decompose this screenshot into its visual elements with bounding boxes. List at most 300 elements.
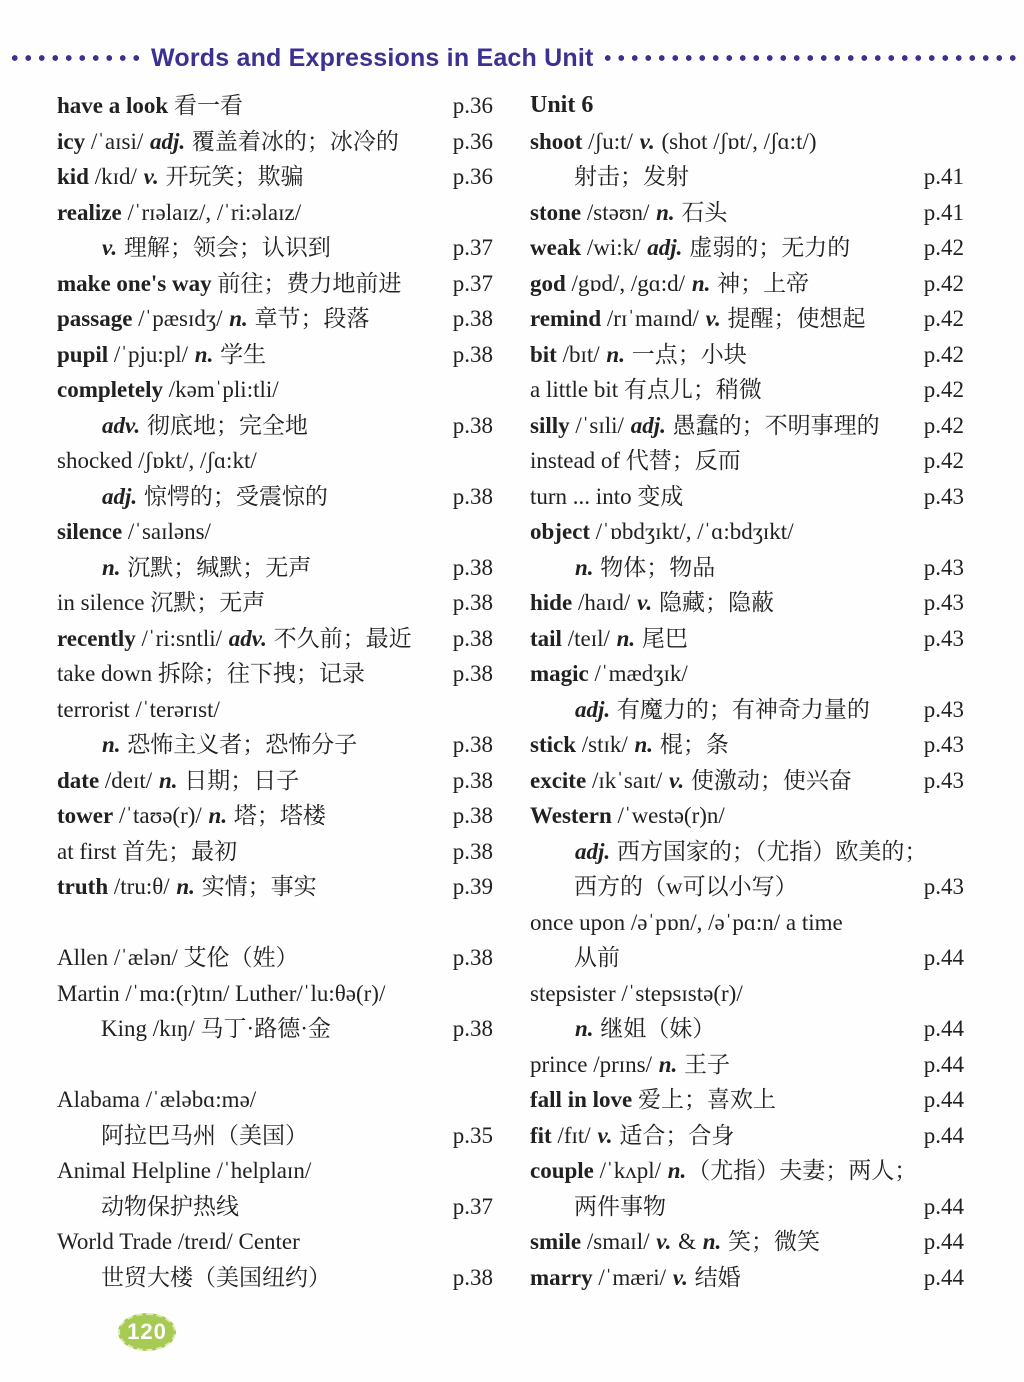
headword: kid bbox=[57, 164, 89, 189]
entry-segment: 虚弱的；无力的 bbox=[683, 235, 851, 260]
entry-text bbox=[57, 621, 412, 657]
pos-label: adv. bbox=[228, 625, 267, 651]
page-ref: p.42 bbox=[923, 377, 964, 402]
page-ref: p.44 bbox=[923, 945, 964, 970]
entry-text bbox=[57, 869, 317, 905]
entry-text bbox=[57, 301, 370, 337]
entry-segment: 西方国家的；（尤指）欧美的； bbox=[611, 838, 928, 864]
glossary-entry bbox=[530, 301, 964, 337]
entry-segment: 王子 bbox=[678, 1051, 731, 1077]
pos-label: n. bbox=[656, 199, 675, 225]
entry-segment: (shot /ʃɒt/, /ʃɑ:t/) bbox=[655, 128, 817, 154]
glossary-entry bbox=[57, 1189, 493, 1225]
entry-segment: 恐怖主义者；恐怖分子 bbox=[121, 732, 358, 757]
entry-text bbox=[530, 834, 927, 870]
entry-text bbox=[57, 195, 301, 231]
entry-text bbox=[57, 88, 243, 124]
page-ref: p.43 bbox=[923, 732, 964, 757]
glossary-entry bbox=[57, 550, 493, 586]
entry-text bbox=[530, 301, 865, 337]
entry-text bbox=[57, 798, 326, 834]
pos-label: n. bbox=[229, 306, 248, 331]
entry-segment: /ˈri:sntli/ bbox=[135, 625, 228, 651]
entry-text bbox=[530, 976, 743, 1012]
glossary-entry bbox=[530, 905, 964, 941]
glossary-entry bbox=[530, 976, 964, 1012]
glossary-entry bbox=[530, 869, 964, 905]
glossary-entry bbox=[530, 1153, 964, 1189]
glossary-entry bbox=[57, 301, 493, 337]
glossary-entry bbox=[530, 372, 964, 408]
entry-segment: at first 首先；最初 bbox=[57, 838, 238, 864]
pos-label: n. bbox=[616, 625, 636, 651]
entry-segment: 有魔力的；有神奇力量的 bbox=[611, 696, 870, 722]
headword: have a look bbox=[57, 93, 169, 118]
entry-text bbox=[57, 408, 308, 444]
entry-segment: 尾巴 bbox=[636, 625, 688, 651]
entry-text bbox=[57, 1224, 300, 1260]
entry-segment: Martin /ˈmɑ:(r)tɪn/ Luther/ˈlu:θə(r)/ bbox=[57, 980, 386, 1006]
glossary-entry bbox=[530, 940, 964, 976]
page-ref: p.44 bbox=[923, 1264, 964, 1290]
page-ref: p.37 bbox=[452, 270, 493, 296]
entry-segment: 动物保护热线 bbox=[101, 1193, 239, 1219]
glossary-entry bbox=[530, 1047, 964, 1083]
page-ref: p.44 bbox=[923, 1193, 964, 1219]
headword: pupil bbox=[57, 341, 109, 367]
entry-segment: 学生 bbox=[214, 341, 267, 367]
pos-label: v. bbox=[668, 767, 685, 793]
glossary-entry bbox=[57, 869, 493, 905]
glossary-entry bbox=[530, 1224, 964, 1260]
entry-segment: /ˈaɪsi/ bbox=[85, 128, 149, 154]
entry-text bbox=[57, 443, 257, 479]
page-ref: p.43 bbox=[923, 874, 964, 899]
entry-text bbox=[530, 763, 852, 799]
entry-segment: prince /prɪns/ bbox=[530, 1051, 658, 1077]
entry-text bbox=[530, 124, 817, 160]
glossary-entry bbox=[530, 408, 964, 444]
glossary-entry bbox=[57, 621, 493, 657]
entry-text bbox=[530, 585, 774, 621]
page-ref: p.35 bbox=[452, 1122, 493, 1148]
page-ref: p.38 bbox=[452, 625, 493, 651]
entry-segment: 神；上帝 bbox=[711, 270, 810, 296]
headword: icy bbox=[57, 128, 86, 154]
pos-label: n. bbox=[658, 1051, 678, 1077]
entry-segment: /fɪt/ bbox=[551, 1122, 597, 1148]
entry-text bbox=[57, 1011, 331, 1047]
page-ref: p.43 bbox=[923, 554, 964, 580]
entry-segment: 棍；条 bbox=[654, 732, 729, 757]
entry-segment: World Trade /treɪd/ Center bbox=[57, 1229, 300, 1254]
entry-segment: /deɪt/ bbox=[99, 767, 158, 793]
pos-label: v. bbox=[656, 1229, 672, 1254]
pos-label: v. bbox=[705, 306, 721, 331]
entry-segment: /rɪˈmaɪnd/ bbox=[601, 306, 705, 331]
page-ref: p.43 bbox=[923, 625, 964, 651]
pos-label: adj. bbox=[150, 128, 186, 154]
entry-segment: /ˈsaɪləns/ bbox=[122, 519, 211, 544]
glossary-entry bbox=[57, 514, 493, 550]
entry-segment: /ˈsɪli/ bbox=[569, 412, 630, 438]
entry-segment: /ˈtaʊə(r)/ bbox=[113, 803, 208, 828]
entry-text bbox=[530, 692, 870, 728]
pos-label: v. bbox=[639, 128, 655, 154]
left-column bbox=[57, 88, 493, 1295]
page-ref: p.38 bbox=[452, 412, 493, 438]
entry-text bbox=[530, 798, 725, 834]
glossary-entry bbox=[530, 1260, 964, 1296]
page-ref: p.37 bbox=[452, 1193, 493, 1219]
pos-label: n. bbox=[575, 554, 594, 580]
glossary-entry bbox=[57, 1153, 493, 1189]
entry-segment: 笑；微笑 bbox=[722, 1229, 821, 1254]
dotted-rule-left bbox=[8, 54, 144, 62]
entry-text bbox=[57, 763, 299, 799]
entry-text bbox=[530, 1153, 917, 1189]
entry-text bbox=[57, 124, 399, 160]
entry-segment: （尤指）夫妻；两人； bbox=[687, 1158, 918, 1183]
entry-segment: 西方的（w可以小写） bbox=[574, 874, 798, 899]
entry-text bbox=[530, 337, 747, 373]
page-title: Words and Expressions in Each Unit bbox=[151, 43, 594, 72]
headword: weak bbox=[530, 235, 582, 260]
pos-label: n. bbox=[158, 767, 178, 793]
entry-segment: 塔；塔楼 bbox=[228, 803, 326, 828]
headword: excite bbox=[530, 767, 587, 793]
entry-segment: 理解；领会；认识到 bbox=[118, 235, 331, 260]
headword: god bbox=[530, 270, 566, 296]
glossary-entry bbox=[530, 692, 964, 728]
entry-text bbox=[530, 940, 620, 976]
entry-segment: /ˈmæri/ bbox=[592, 1264, 672, 1290]
page-ref: p.38 bbox=[452, 341, 493, 367]
entry-segment: /haɪd/ bbox=[572, 590, 637, 615]
entry-segment: /ˈrɪəlaɪz/, /ˈri:əlaɪz/ bbox=[121, 199, 302, 225]
glossary-entry bbox=[57, 976, 493, 1012]
headword: shoot bbox=[530, 128, 583, 154]
entry-text bbox=[530, 1189, 666, 1225]
pos-label: adj. bbox=[647, 235, 683, 260]
glossary-entry bbox=[57, 124, 493, 160]
entry-text bbox=[530, 1260, 741, 1296]
entry-text bbox=[530, 514, 794, 550]
entry-segment: 世贸大楼（美国纽约） bbox=[101, 1264, 331, 1290]
entry-text bbox=[530, 266, 809, 302]
entry-text bbox=[530, 1224, 820, 1260]
entry-text bbox=[530, 550, 715, 586]
headword: tower bbox=[57, 803, 114, 828]
entry-text bbox=[530, 1118, 734, 1154]
entry-text bbox=[530, 727, 729, 763]
glossary-entry bbox=[57, 1260, 493, 1296]
entry-segment: /stəʊn/ bbox=[581, 199, 656, 225]
pos-label: v. bbox=[102, 235, 118, 260]
glossary-entry bbox=[530, 656, 964, 692]
glossary-entry bbox=[57, 1082, 493, 1118]
unit-header: Unit 6 bbox=[530, 92, 594, 118]
glossary-entry bbox=[530, 1189, 964, 1225]
entry-segment: 射击；发射 bbox=[574, 164, 689, 189]
entry-text bbox=[530, 479, 683, 515]
entry-segment: /teɪl/ bbox=[561, 625, 616, 651]
glossary-entry bbox=[530, 1011, 964, 1047]
page-ref: p.41 bbox=[923, 199, 964, 225]
glossary-entry bbox=[57, 1011, 493, 1047]
page-ref: p.38 bbox=[452, 1264, 493, 1290]
headword: stone bbox=[530, 199, 582, 225]
entry-segment: & bbox=[672, 1229, 702, 1254]
glossary-entry bbox=[530, 124, 964, 160]
entry-text bbox=[530, 1082, 776, 1118]
glossary-entry bbox=[57, 692, 493, 728]
page-ref: p.36 bbox=[452, 93, 493, 118]
entry-text bbox=[57, 479, 328, 515]
pos-label: v. bbox=[637, 590, 653, 615]
entry-text bbox=[530, 905, 843, 941]
glossary-entry bbox=[530, 195, 964, 231]
entry-segment: 一点；小块 bbox=[625, 341, 747, 367]
pos-label: n. bbox=[208, 803, 228, 828]
entry-segment: 两件事物 bbox=[574, 1193, 666, 1219]
entry-segment: once upon /əˈpɒn/, /əˈpɑ:n/ a time bbox=[530, 909, 843, 935]
entry-segment: /ˈkʌpl/ bbox=[593, 1158, 667, 1183]
entry-segment: /ˈɒbdʒɪkt/, /ˈɑ:bdʒɪkt/ bbox=[590, 519, 794, 544]
entry-segment: /stɪk/ bbox=[576, 732, 634, 757]
page-ref: p.43 bbox=[923, 696, 964, 722]
page-ref: p.44 bbox=[923, 1122, 964, 1148]
glossary-entry bbox=[530, 337, 964, 373]
headword: object bbox=[530, 519, 591, 544]
entry-segment: 开玩笑；欺骗 bbox=[159, 164, 304, 189]
glossary-entry bbox=[57, 266, 493, 302]
entry-text bbox=[530, 372, 762, 408]
headword: hide bbox=[530, 590, 573, 615]
page-ref: p.37 bbox=[452, 235, 493, 260]
entry-text bbox=[57, 1118, 308, 1154]
pos-label: adj. bbox=[630, 412, 666, 438]
page-ref: p.43 bbox=[923, 767, 964, 793]
entry-text bbox=[530, 408, 880, 444]
entry-text bbox=[57, 834, 237, 870]
pos-label: adj. bbox=[102, 483, 138, 509]
entry-segment: instead of 代替；反而 bbox=[530, 448, 741, 473]
page-ref: p.38 bbox=[452, 306, 493, 331]
entry-text bbox=[57, 159, 304, 195]
glossary-entry bbox=[530, 230, 964, 266]
glossary-entry bbox=[530, 514, 964, 550]
headword: stick bbox=[530, 732, 576, 757]
entry-text bbox=[57, 585, 265, 621]
glossary-entry bbox=[530, 159, 964, 195]
pos-label: adj. bbox=[575, 838, 611, 864]
headword: completely bbox=[57, 377, 164, 402]
entry-segment: /ˈpju:pl/ bbox=[108, 341, 194, 367]
pos-label: v. bbox=[597, 1122, 613, 1148]
entry-text bbox=[57, 337, 266, 373]
page-ref: p.44 bbox=[923, 1229, 964, 1254]
headword: fit bbox=[530, 1122, 552, 1148]
page-ref: p.44 bbox=[923, 1051, 964, 1077]
entry-text bbox=[57, 1153, 311, 1189]
glossary-entry bbox=[530, 585, 964, 621]
headword: magic bbox=[530, 661, 589, 686]
entry-text bbox=[57, 1260, 331, 1296]
entry-segment: 不久前；最近 bbox=[267, 625, 412, 651]
glossary-entry bbox=[57, 585, 493, 621]
entry-segment: 使激动；使兴奋 bbox=[685, 767, 852, 793]
entry-segment: 覆盖着冰的；冰冷的 bbox=[186, 128, 399, 154]
entry-text bbox=[57, 266, 401, 302]
page-ref: p.42 bbox=[923, 341, 964, 367]
page-number-badge: 120 bbox=[118, 1313, 176, 1351]
entry-segment: 物体；物品 bbox=[594, 554, 716, 580]
glossary-entry bbox=[530, 443, 964, 479]
headword: remind bbox=[530, 306, 602, 331]
glossary-columns bbox=[0, 74, 1024, 1295]
pos-label: n. bbox=[102, 554, 121, 580]
pos-label: n. bbox=[575, 1016, 594, 1041]
entry-segment: 隐藏；隐蔽 bbox=[653, 590, 774, 615]
page-ref: p.41 bbox=[923, 164, 964, 189]
glossary-entry bbox=[57, 195, 493, 231]
glossary-entry bbox=[57, 940, 493, 976]
glossary-entry bbox=[57, 834, 493, 870]
pos-label: n. bbox=[606, 341, 625, 367]
page-ref: p.38 bbox=[452, 1016, 493, 1041]
entry-text bbox=[57, 656, 365, 692]
page-ref: p.39 bbox=[452, 874, 493, 899]
glossary-entry bbox=[57, 479, 493, 515]
page-ref: p.42 bbox=[923, 412, 964, 438]
entry-text bbox=[530, 869, 798, 905]
entry-segment: a little bit 有点儿；稍微 bbox=[530, 377, 762, 402]
entry-segment: 适合；合身 bbox=[613, 1122, 735, 1148]
headword: tail bbox=[530, 625, 562, 651]
glossary-entry bbox=[530, 834, 964, 870]
entry-text bbox=[530, 159, 689, 195]
entry-segment: /ˈmædʒɪk/ bbox=[588, 661, 688, 686]
headword: passage bbox=[57, 306, 133, 331]
page-ref: p.44 bbox=[923, 1016, 964, 1041]
page-ref: p.38 bbox=[452, 590, 493, 615]
glossary-entry bbox=[57, 443, 493, 479]
entry-segment: /smaɪl/ bbox=[581, 1229, 656, 1254]
glossary-entry bbox=[57, 159, 493, 195]
glossary-entry bbox=[530, 1118, 964, 1154]
entry-segment: 继姐（妹） bbox=[594, 1016, 716, 1041]
page-ref: p.38 bbox=[452, 554, 493, 580]
entry-text bbox=[530, 1047, 730, 1083]
headword: couple bbox=[530, 1158, 594, 1183]
entry-segment: 惊愕的；受震惊的 bbox=[138, 483, 328, 509]
entry-segment: in silence 沉默；无声 bbox=[57, 590, 266, 615]
entry-text bbox=[530, 656, 688, 692]
headword: make one's way bbox=[57, 270, 212, 296]
entry-text bbox=[57, 940, 298, 976]
entry-text bbox=[57, 976, 385, 1012]
glossary-entry bbox=[530, 727, 964, 763]
entry-segment: /kɪd/ bbox=[88, 164, 143, 189]
page-ref: p.42 bbox=[923, 270, 964, 296]
headword: realize bbox=[57, 199, 122, 225]
glossary-entry bbox=[530, 621, 964, 657]
entry-text bbox=[530, 230, 850, 266]
entry-segment: Allen /ˈælən/ 艾伦（姓） bbox=[57, 945, 299, 970]
headword: fall in love bbox=[530, 1087, 633, 1112]
pos-label: n. bbox=[634, 732, 654, 757]
headword: smile bbox=[530, 1229, 582, 1254]
entry-segment: 日期；日子 bbox=[178, 767, 300, 793]
pos-label: n. bbox=[691, 270, 711, 296]
entry-text bbox=[57, 1189, 239, 1225]
entry-segment: King /kɪŋ/ 马丁·路德·金 bbox=[101, 1016, 331, 1041]
entry-segment: 结婚 bbox=[688, 1264, 741, 1290]
glossary-entry bbox=[57, 1118, 493, 1154]
entry-segment: /gɒd/, /gɑ:d/ bbox=[565, 270, 691, 296]
glossary-entry bbox=[530, 266, 964, 302]
entry-segment: Animal Helpline /ˈhelplaɪn/ bbox=[57, 1158, 312, 1183]
entry-text bbox=[57, 372, 279, 408]
page-ref: p.43 bbox=[923, 483, 964, 509]
glossary-entry bbox=[57, 408, 493, 444]
entry-segment: /kəmˈpli:tli/ bbox=[163, 377, 279, 402]
entry-segment: Alabama /ˈæləbɑ:mə/ bbox=[57, 1087, 257, 1112]
page-ref: p.38 bbox=[452, 945, 493, 970]
dotted-rule-right bbox=[601, 54, 1018, 62]
pos-label: n. bbox=[667, 1158, 687, 1183]
entry-text bbox=[57, 692, 220, 728]
entry-segment: /ɪkˈsaɪt/ bbox=[586, 767, 668, 793]
headword: bit bbox=[530, 341, 557, 367]
page-header bbox=[8, 42, 1018, 74]
entry-text bbox=[57, 230, 331, 266]
headword: silence bbox=[57, 519, 123, 544]
entry-segment: shocked /ʃɒkt/, /ʃɑ:kt/ bbox=[57, 448, 257, 473]
entry-segment: /ˈwestə(r)n/ bbox=[611, 803, 725, 828]
entry-segment: stepsister /ˈstepsɪstə(r)/ bbox=[530, 980, 743, 1006]
glossary-entry bbox=[530, 1082, 964, 1118]
entry-segment: take down 拆除；往下拽；记录 bbox=[57, 661, 365, 686]
entry-segment: 前往；费力地前进 bbox=[211, 270, 402, 296]
entry-segment: 实情；事实 bbox=[195, 874, 317, 899]
page-ref: p.42 bbox=[923, 306, 964, 331]
headword: date bbox=[57, 767, 100, 793]
entry-segment: terrorist /ˈterərɪst/ bbox=[57, 696, 220, 722]
headword: recently bbox=[57, 625, 136, 651]
page-ref: p.36 bbox=[452, 164, 493, 189]
entry-segment: 章节；段落 bbox=[248, 306, 370, 331]
entry-segment: 从前 bbox=[574, 945, 620, 970]
entry-text bbox=[57, 514, 211, 550]
entry-segment: 愚蠢的；不明事理的 bbox=[666, 412, 880, 438]
entry-segment: 看一看 bbox=[168, 93, 243, 118]
glossary-entry bbox=[57, 88, 493, 124]
headword: marry bbox=[530, 1264, 593, 1290]
entry-segment: 沉默；缄默；无声 bbox=[121, 554, 312, 580]
page-ref: p.42 bbox=[923, 448, 964, 473]
glossary-entry bbox=[530, 798, 964, 834]
page-ref: p.38 bbox=[452, 661, 493, 686]
entry-segment: 爱上；喜欢上 bbox=[632, 1087, 776, 1112]
entry-text bbox=[530, 195, 727, 231]
page-ref: p.38 bbox=[452, 767, 493, 793]
entry-segment: 提醒；使想起 bbox=[721, 306, 866, 331]
page-ref: p.38 bbox=[452, 838, 493, 864]
pos-label: v. bbox=[672, 1264, 688, 1290]
entry-text bbox=[57, 550, 311, 586]
